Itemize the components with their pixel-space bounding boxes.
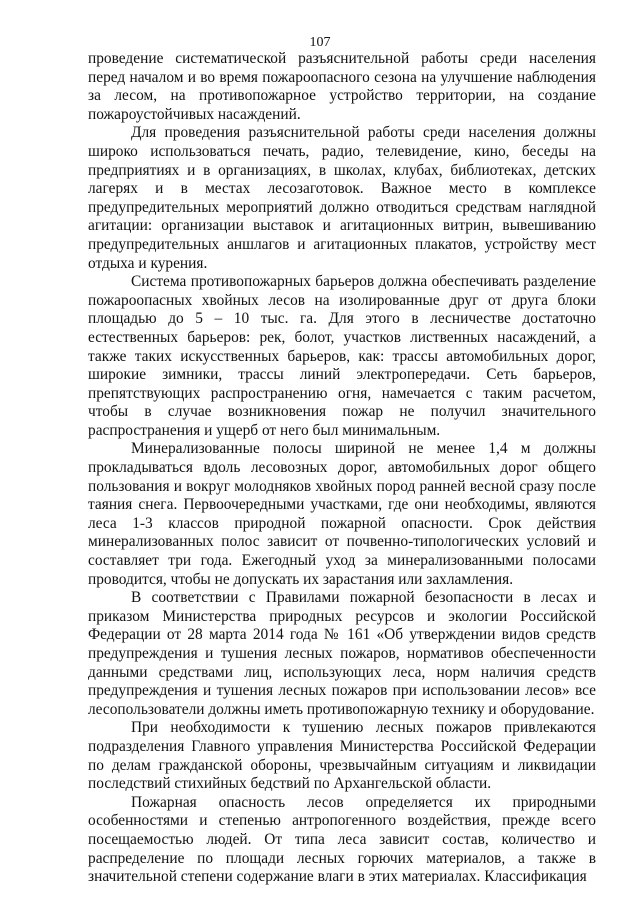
paragraph: Для проведения разъяснительной работы среди населения должны широко использоваться печать, радио, телевидение, кино, беседы на предприятиях и в организациях, в школах, клубах, библиотеках, детских лагерях и в местах лесозаготовок. Важное место в комплексе предупредительных мероприятий должно отводиться средствам наглядной агитации: организации выставок и агитационных витрин, вывешиванию предупредительных аншлагов и агитационных плакатов, устройству мест отдыха и курения. [88,124,596,272]
body-text [88,50,596,887]
paragraph-continuation: проведение систематической разъяснительной работы среди населения перед началом и во время пожароопасного сезона на улучшение наблюдения за лесом, на противопожарное устройство территории, на создание пожароустойчивых насаждений. [88,50,596,123]
paragraph: Система противопожарных барьеров должна обеспечивать разделение пожароопасных хвойных лесов на изолированные друг от друга блоки площадью до 5 – 10 тыс. га. Для этого в лесничестве достаточно естественных барьеров: рек, болот, участков лиственных насаждений, а также таких искусственных барьеров, как: трассы автомобильных дорог, широкие зимники, трассы линий электропередачи. Сеть барьеров, препятствующих распространению огня, намечается с таким расчетом, чтобы в случае возникновения пожар не получил значительного распространения и ущерб от него был минимальным. [88,273,596,439]
paragraph: При необходимости к тушению лесных пожаров привлекаются подразделения Главного управления Министерства Российской Федерации по делам гражданской обороны, чрезвычайным ситуациям и ликвидации последствий стихийных бедствий по Архангельской области. [88,719,596,793]
paragraph: Пожарная опасность лесов определяется их природными особенностями и степенью антропогенного воздействия, прежде всего посещаемостью людей. От типа леса зависит состав, количество и распределение по площади лесных горючих материалов, а также в значительной степени содержание влаги в этих материалах. Классификация [88,793,596,886]
paragraph: Минерализованные полосы шириной не менее 1,4 м должны прокладываться вдоль лесовозных дорог, автомобильных дорог общего пользования и вокруг молодняков хвойных пород ранней весной сразу после таяния снега. Первоочередными участками, где они необходимы, являются леса 1-3 классов природной пожарной опасности. Срок действия минерализованных полос зависит от почвенно-типологических условий и составляет три года. Ежегодный уход за минерализованными полосами проводится, чтобы не допускать их зарастания или захламления. [88,440,596,588]
paragraph: В соответствии с Правилами пожарной безопасности в лесах и приказом Министерства природных ресурсов и экологии Российской Федерации от 28 марта 2014 года № 161 «Об утверждении видов средств предупреждения и тушения лесных пожаров, нормативов обеспеченности данными средствами лиц, использующих леса, норм наличия средств предупреждения и тушения лесных пожаров при использовании лесов» все лесопользователи должны иметь противопожарную технику и оборудование. [88,589,596,718]
page-number: 107 [309,35,331,50]
